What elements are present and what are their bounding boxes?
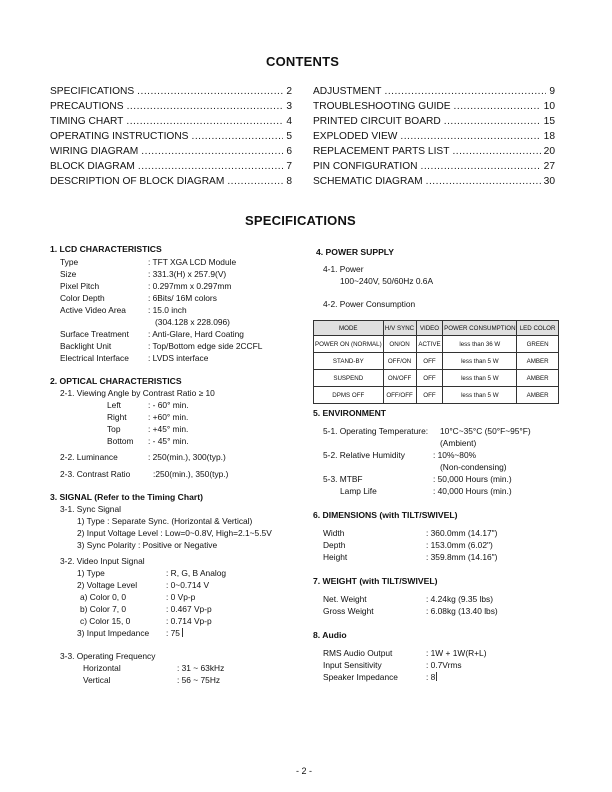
sync-row: 3) Sync Polarity : Positive or Negative — [77, 540, 218, 550]
toc-entry[interactable]: PRECAUTIONS ..... 3 — [50, 99, 292, 114]
contrast-label: 2-3. Contrast Ratio — [60, 469, 131, 479]
table-row — [314, 336, 559, 353]
weight-value: : 6.08kg (13.40 lbs) — [426, 606, 498, 616]
ohm-glyph-icon — [436, 672, 437, 681]
spec-label: Surface Treatment — [60, 329, 129, 339]
video-label: c) Color 15, 0 — [80, 616, 131, 626]
table-cell: ON/ON — [383, 336, 416, 353]
toc-entry[interactable]: PIN CONFIGURATION ..... 27 — [313, 159, 555, 174]
weight-label: Gross Weight — [323, 606, 374, 616]
env-label: 5-1. Operating Temperature: — [323, 426, 429, 436]
contents-title: CONTENTS — [266, 54, 340, 69]
video-label: b) Color 7, 0 — [80, 604, 127, 614]
power-consumption-heading: 4-2. Power Consumption — [323, 299, 416, 309]
table-cell: POWER ON (NORMAL) — [314, 336, 384, 353]
table-header: VIDEO — [416, 321, 443, 336]
video-label: 2) Voltage Level — [77, 580, 138, 590]
toc-entry[interactable]: WIRING DIAGRAM ..... 6 — [50, 144, 292, 159]
table-row — [314, 387, 559, 404]
freq-label: Vertical — [83, 675, 111, 685]
spec-label: Active Video Area — [60, 305, 126, 315]
spec-value: : LVDS interface — [148, 353, 209, 363]
sync-row: 2) Input Voltage Level : Low=0~0.8V, High=2.1~5.5V — [77, 528, 272, 538]
video-label: a) Color 0, 0 — [80, 592, 127, 602]
spec-value: (304.128 x 228.096) — [155, 317, 230, 327]
spec-value: : 331.3(H) x 257.9(V) — [148, 269, 227, 279]
power-consumption-table — [313, 320, 559, 404]
spec-value: : TFT XGA LCD Module — [148, 257, 237, 267]
table-cell: GREEN — [517, 336, 559, 353]
contrast-value: :250(min.), 350(typ.) — [153, 469, 229, 479]
toc-entry[interactable]: EXPLODED VIEW ..... 18 — [313, 129, 555, 144]
table-header-row — [314, 321, 559, 336]
table-cell: OFF — [416, 370, 443, 387]
toc-entry[interactable]: SPECIFICATIONS ..... 2 — [50, 84, 292, 99]
table-header: H/V SYNC — [383, 321, 416, 336]
table-cell: ACTIVE — [416, 336, 443, 353]
impedance-value: : 75 — [166, 628, 183, 638]
ohm-glyph-icon — [182, 628, 183, 637]
spec-label: Electrical Interface — [60, 353, 129, 363]
table-cell: AMBER — [517, 353, 559, 370]
viewing-angle-label: 2-1. Viewing Angle by Contrast Ratio ≥ 10 — [60, 388, 215, 398]
freq-heading: 3-3. Operating Frequency — [60, 651, 156, 661]
page-number: - 2 - — [296, 766, 313, 776]
spec-label: Type — [60, 257, 79, 267]
video-label: 3) Input Impedance — [77, 628, 150, 638]
weight-value: : 4.24kg (9.35 lbs) — [426, 594, 494, 604]
toc-entry[interactable]: OPERATING INSTRUCTIONS ..... 5 — [50, 129, 292, 144]
spec-label: Backlight Unit — [60, 341, 112, 351]
toc-entry[interactable]: DESCRIPTION OF BLOCK DIAGRAM ..... 8 — [50, 174, 292, 189]
table-header: POWER CONSUMPTION — [443, 321, 517, 336]
power-heading: 4. POWER SUPPLY — [316, 247, 395, 257]
sync-row: 1) Type : Separate Sync. (Horizontal & Vertical) — [77, 516, 253, 526]
freq-value: : 56 ~ 75Hz — [177, 675, 221, 685]
audio-label: Input Sensitivity — [323, 660, 382, 670]
power-sub-heading: 4-1. Power — [323, 264, 364, 274]
angle-value: : - 60° min. — [148, 400, 189, 410]
dim-value: : 360.0mm (14.17") — [426, 528, 498, 538]
spec-value: : 0.297mm x 0.297mm — [148, 281, 232, 291]
spec-label: Size — [60, 269, 77, 279]
spec-label: Color Depth — [60, 293, 105, 303]
specifications-title: SPECIFICATIONS — [245, 213, 356, 228]
toc-entry[interactable]: SCHEMATIC DIAGRAM ..... 30 — [313, 174, 555, 189]
table-cell: less than 5 W — [443, 353, 517, 370]
optical-heading: 2. OPTICAL CHARACTERISTICS — [50, 376, 182, 386]
video-value: : R, G, B Analog — [166, 568, 227, 578]
audio-label: Speaker Impedance — [323, 672, 398, 682]
table-cell: DPMS OFF — [314, 387, 384, 404]
table-cell: OFF/ON — [383, 353, 416, 370]
table-cell: less than 5 W — [443, 370, 517, 387]
weight-label: Net. Weight — [323, 594, 367, 604]
angle-label: Top — [107, 424, 121, 434]
video-value: : 0.714 Vp-p — [166, 616, 212, 626]
dim-label: Width — [323, 528, 345, 538]
table-header: MODE — [314, 321, 384, 336]
env-label: 5-2. Relative Humidity — [323, 450, 405, 460]
freq-value: : 31 ~ 63kHz — [177, 663, 225, 673]
toc-entry[interactable]: REPLACEMENT PARTS LIST ..... 20 — [313, 144, 555, 159]
dim-value: : 359.8mm (14.16") — [426, 552, 498, 562]
table-cell: ON/OFF — [383, 370, 416, 387]
angle-label: Bottom — [107, 436, 134, 446]
luminance-label: 2-2. Luminance — [60, 452, 118, 462]
table-cell: OFF — [416, 387, 443, 404]
spec-value: : Top/Bottom edge side 2CCFL — [148, 341, 263, 351]
dimensions-heading: 6. DIMENSIONS (with TILT/SWIVEL) — [313, 510, 458, 520]
environment-heading: 5. ENVIRONMENT — [313, 408, 387, 418]
env-note: (Ambient) — [440, 438, 477, 448]
sync-heading: 3-1. Sync Signal — [60, 504, 121, 514]
table-row — [314, 353, 559, 370]
video-value: : 0 Vp-p — [166, 592, 196, 602]
signal-heading: 3. SIGNAL (Refer to the Timing Chart) — [50, 492, 203, 502]
angle-value: : - 45° min. — [148, 436, 189, 446]
toc-entry[interactable]: TIMING CHART ..... 4 — [50, 114, 292, 129]
speaker-impedance-value: : 8 — [426, 672, 436, 682]
table-cell: AMBER — [517, 370, 559, 387]
table-cell: less than 36 W — [443, 336, 517, 353]
power-value: 100~240V, 50/60Hz 0.6A — [340, 276, 434, 286]
table-cell: OFF/OFF — [383, 387, 416, 404]
angle-value: : +45° min. — [148, 424, 189, 434]
angle-label: Right — [107, 412, 127, 422]
spec-value: : Anti-Glare, Hard Coating — [148, 329, 244, 339]
table-row — [314, 370, 559, 387]
toc-entry[interactable]: PRINTED CIRCUIT BOARD ..... 15 — [313, 114, 555, 129]
spec-label: Pixel Pitch — [60, 281, 100, 291]
luminance-value: : 250(min.), 300(typ.) — [148, 452, 226, 462]
env-value: : 50,000 Hours (min.) — [433, 474, 512, 484]
video-label: 1) Type — [77, 568, 105, 578]
lcd-heading: 1. LCD CHARACTERISTICS — [50, 244, 162, 254]
video-value: : 0~0.714 V — [166, 580, 210, 590]
toc-entry[interactable]: BLOCK DIAGRAM ..... 7 — [50, 159, 292, 174]
table-cell: STAND-BY — [314, 353, 384, 370]
audio-label: RMS Audio Output — [323, 648, 393, 658]
freq-label: Horizontal — [83, 663, 121, 673]
spec-value: : 6Bits/ 16M colors — [148, 293, 217, 303]
toc-entry[interactable]: ADJUSTMENT ..... 9 — [313, 84, 555, 99]
env-value: : 40,000 Hours (min.) — [433, 486, 512, 496]
toc-entry[interactable]: TROUBLESHOOTING GUIDE ..... 10 — [313, 99, 555, 114]
audio-value: : 0.7Vrms — [426, 660, 462, 670]
env-label: 5-3. MTBF — [323, 474, 363, 484]
table-cell: AMBER — [517, 387, 559, 404]
weight-heading: 7. WEIGHT (with TILT/SWIVEL) — [313, 576, 438, 586]
env-note: (Non-condensing) — [440, 462, 507, 472]
table-header: LED COLOR — [517, 321, 559, 336]
video-heading: 3-2. Video Input Signal — [60, 556, 145, 566]
table-cell: SUSPEND — [314, 370, 384, 387]
table-cell: OFF — [416, 353, 443, 370]
dim-label: Height — [323, 552, 348, 562]
table-cell: less than 5 W — [443, 387, 517, 404]
env-label: Lamp Life — [340, 486, 377, 496]
env-value: 10°C~35°C (50°F~95°F) — [440, 426, 531, 436]
dim-value: : 153.0mm (6.02") — [426, 540, 493, 550]
audio-value: : 1W + 1W(R+L) — [426, 648, 487, 658]
video-value: : 0.467 Vp-p — [166, 604, 212, 614]
dim-label: Depth — [323, 540, 346, 550]
angle-value: : +60° min. — [148, 412, 189, 422]
spec-value: : 15.0 inch — [148, 305, 187, 315]
angle-label: Left — [107, 400, 121, 410]
env-value: : 10%~80% — [433, 450, 477, 460]
audio-heading: 8. Audio — [313, 630, 347, 640]
